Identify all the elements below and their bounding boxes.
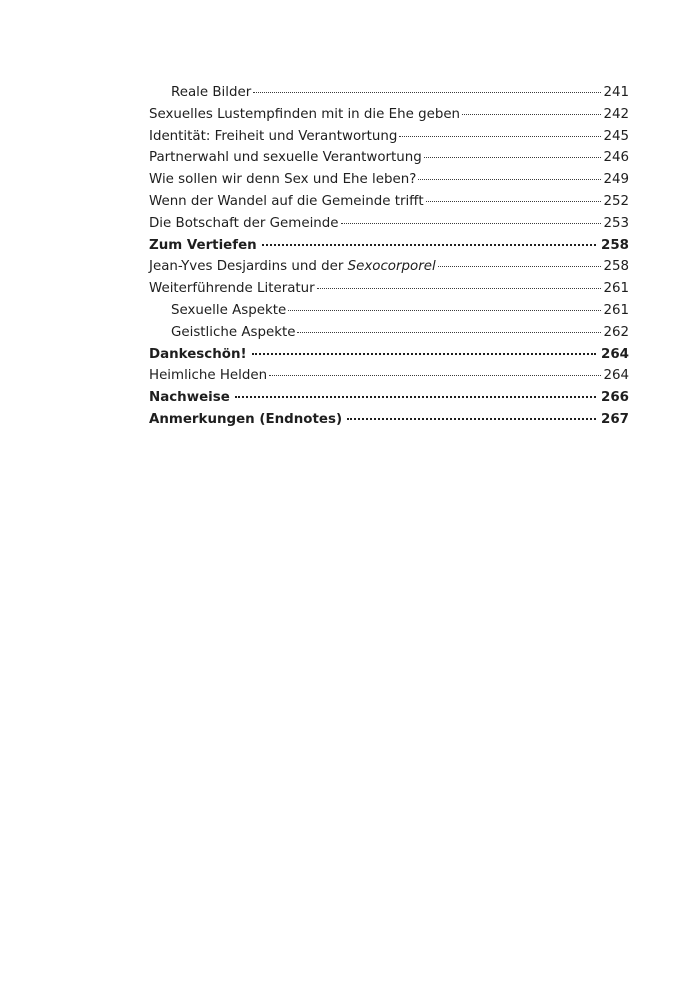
toc-chapter-page: 266 xyxy=(601,390,629,406)
toc-entry-title: Identität: Freiheit und Verantwortung xyxy=(149,128,398,144)
dot-leader xyxy=(341,223,602,224)
toc-entry-page: 241 xyxy=(603,85,629,100)
toc-entry xyxy=(149,322,629,344)
table-of-contents xyxy=(149,82,629,431)
toc-entry-title: Wie sollen wir denn Sex und Ehe leben? xyxy=(149,172,417,188)
toc-entry-page: 245 xyxy=(603,128,629,144)
toc-entry-page: 262 xyxy=(603,324,629,340)
toc-entry-page: 261 xyxy=(603,302,629,318)
toc-entry-page: 258 xyxy=(603,259,629,275)
toc-entry-page: 261 xyxy=(603,281,629,297)
toc-entry-title: Sexuelles Lustempfinden mit in die Ehe geben xyxy=(149,106,461,122)
toc-entry-title: Sexuelle Aspekte xyxy=(171,302,287,318)
toc-entry xyxy=(149,82,629,104)
toc-entry-page: 242 xyxy=(603,106,629,122)
toc-entry xyxy=(149,126,629,148)
toc-entry xyxy=(149,365,629,387)
toc-entry-page: 246 xyxy=(603,150,629,166)
toc-chapter-title: Nachweise xyxy=(149,390,230,406)
toc-chapter-page: 258 xyxy=(601,237,629,253)
toc-entry xyxy=(149,300,629,322)
toc-chapter-title: Zum Vertiefen xyxy=(149,237,257,253)
toc-chapter xyxy=(149,235,629,257)
dot-leader xyxy=(288,310,601,311)
dot-leader xyxy=(426,201,602,202)
toc-entry xyxy=(149,191,629,213)
toc-entry-page: 264 xyxy=(603,368,629,384)
dot-leader xyxy=(269,375,601,376)
toc-chapter-page: 264 xyxy=(601,346,629,362)
toc-entry xyxy=(149,104,629,126)
toc-entry-title: Die Botschaft der Gemeinde xyxy=(149,215,339,231)
toc-entry-title: Geistliche Aspekte xyxy=(171,324,296,340)
toc-entry-title xyxy=(149,256,436,278)
dot-leader xyxy=(235,396,596,398)
toc-entry xyxy=(149,213,629,235)
dot-leader xyxy=(253,92,601,93)
dot-leader xyxy=(252,353,596,355)
dot-leader xyxy=(262,244,596,246)
toc-entry-title: Partnerwahl und sexuelle Verantwortung xyxy=(149,150,422,166)
toc-entry xyxy=(149,278,629,300)
dot-leader xyxy=(297,332,601,333)
toc-entry xyxy=(149,256,629,278)
dot-leader xyxy=(438,266,602,267)
toc-chapter xyxy=(149,344,629,366)
toc-entry-title: Reale Bilder xyxy=(171,85,252,100)
toc-entry-page: 249 xyxy=(603,172,629,188)
dot-leader xyxy=(399,136,601,137)
toc-entry-title: Wenn der Wandel auf die Gemeinde trifft xyxy=(149,193,424,209)
toc-entry-title-text: Jean-Yves Desjardins und der xyxy=(149,259,348,275)
dot-leader xyxy=(347,418,596,420)
dot-leader xyxy=(424,157,602,158)
toc-entry-page: 253 xyxy=(603,215,629,231)
toc-entry xyxy=(149,169,629,191)
toc-chapter-title: Dankeschön! xyxy=(149,346,247,362)
toc-entry-title: Heimliche Helden xyxy=(149,368,268,384)
toc-chapter-page: 267 xyxy=(601,411,629,427)
toc-entry-page: 252 xyxy=(603,193,629,209)
toc-chapter xyxy=(149,409,629,431)
toc-chapter xyxy=(149,387,629,409)
toc-entry-title: Weiterführende Literatur xyxy=(149,281,315,297)
dot-leader xyxy=(462,114,601,115)
dot-leader xyxy=(418,179,601,180)
dot-leader xyxy=(317,288,602,289)
toc-chapter-title: Anmerkungen (Endnotes) xyxy=(149,411,343,427)
toc-entry-title-emphasis: Sexocorporel xyxy=(347,259,436,275)
toc-entry xyxy=(149,147,629,169)
